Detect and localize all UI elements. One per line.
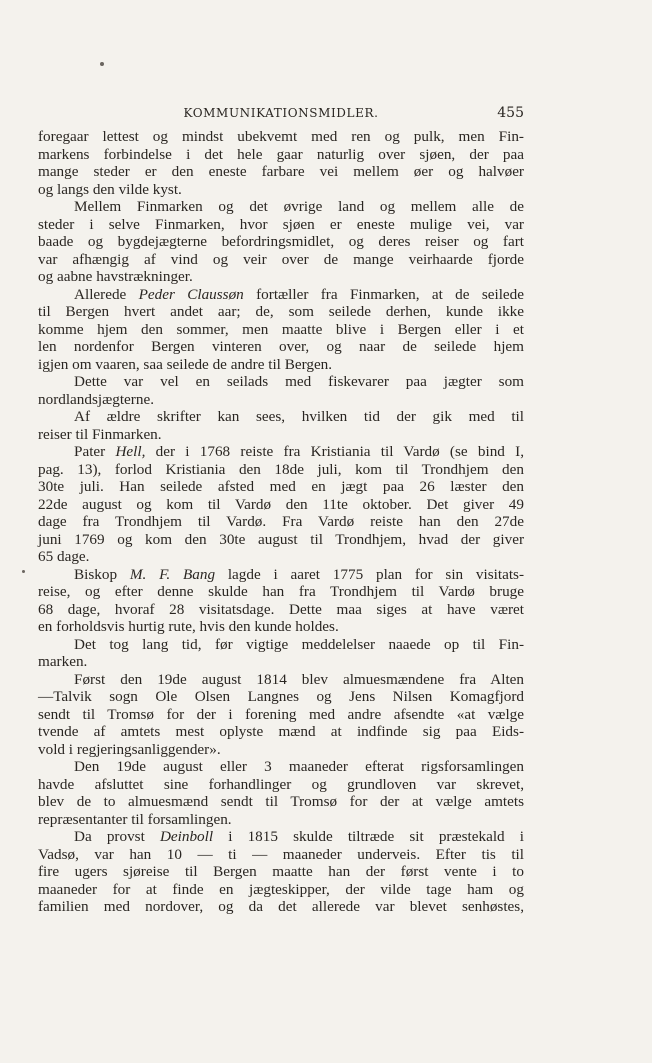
chapter-title: KOMMUNIKATIONSMIDLER. [183,106,379,120]
italic-name: M. F. Bang [129,565,216,583]
text-line [38,566,524,584]
text-line: tvende af amtets mest oplyste mænd at indfinde sig paa Eids- [38,723,524,740]
text-line: juni 1769 og kom den 30te august til Trondhjem, hvad der giver [38,530,524,548]
text-line: var afhængig af vind og veir over de mange veirhaarde fjorde [38,250,524,268]
text-line: til Bergen hvert andet aar; de, som seilede derhen, kunde ikke [38,303,524,320]
text-line: nordlandsjægterne. [38,390,154,408]
text-line: 30te juli. Han seilede afsted med en jægt paa 26 læster den [38,478,524,495]
text-line: pag. 13), forlod Kristiania den 18de juli, kom til Trondhjem den [38,460,524,478]
text-segment: i 1815 skulde tiltræde sit præstekald i [213,828,524,845]
text-line: dage fra Trondhjem til Vardø. Fra Vardø reiste han den 27de [38,513,524,530]
text-line: og aabne havstrækninger. [38,268,193,285]
text-line: Vadsø, var han 10 — ti — maaneder underveis. Efter tis til [38,845,524,863]
text-line: Dette var vel en seilads med fiskevarer paa jægter som [74,373,524,390]
text-line: familien med nordover, og da det allerede var blevet senhøstes, [38,898,524,915]
text-line [38,286,524,304]
text-line: blev de to almuesmænd sendt til Tromsø for der at vælge amtets [38,793,524,810]
text-segment: der i 1768 reiste fra Kristiania til Vardø (se bind I, [145,443,524,460]
text-segment: fortæller fra Finmarken, at de seilede [243,285,525,303]
text-line: steder i selve Finmarken, hvor sjøen er eneste mulige vei, var [38,215,524,233]
text-line: Den 19de august eller 3 maaneder efterat rigsforsamlingen [74,758,524,775]
italic-name: Peder Claussøn [138,285,244,303]
text-line: komme hjem den sommer, men maatte blive i Bergen eller i et [38,320,524,338]
body-text [38,128,524,916]
italic-name: Hell, [115,443,146,460]
text-line: vold i regjeringsanliggender». [38,740,221,758]
text-line: len nordenfor Bergen vinteren over, og naar de seilede hjem [38,338,524,355]
text-line: foregaar lettest og mindst ubekvemt med ren og pulk, men Fin- [38,128,524,145]
text-line: baade og bygdejægterne befordringsmidlet, og deres reiser og fart [38,233,524,250]
text-line: marken. [38,653,88,670]
text-line: og langs den vilde kyst. [38,180,182,198]
italic-name: Deinboll [159,828,214,845]
text-line: Først den 19de august 1814 blev almuesmændene fra Alten [74,670,524,688]
text-line: —Talvik sogn Ole Olsen Langnes og Jens Nilsen Komagfjord [38,688,524,705]
running-header [38,106,524,124]
text-segment: Da provst [74,828,160,845]
text-line: Af ældre skrifter kan sees, hvilken tid der gik med til [74,408,524,425]
text-line: reiser til Finmarken. [38,425,162,443]
margin-mark [22,570,25,573]
text-segment: Allerede [74,285,139,303]
text-line: sendt til Tromsø for der i forening med andre afsendte «at vælge [38,705,524,723]
text-line: havde afsluttet sine forhandlinger og grundloven var skrevet, [38,775,524,793]
text-line: maaneder for at finde en jægteskipper, der vilde tage ham og [38,880,524,898]
text-segment: lagde i aaret 1775 plan for sin visitats- [215,565,525,583]
page-speck [100,62,104,66]
text-line: reise, og efter denne skulde han fra Trondhjem til Vardø bruge [38,583,524,600]
text-line: Mellem Finmarken og det øvrige land og mellem alle de [74,198,524,215]
text-line: mange steder er den eneste farbare vei mellem øer og halvøer [38,163,524,180]
text-line [38,443,524,461]
text-line: en forholdsvis hurtig rute, hvis den kunde holdes. [38,618,339,635]
text-line: 68 dage, hvoraf 28 visitatsdage. Dette maa siges at have været [38,600,524,618]
text-segment: Biskop [74,565,130,583]
text-line: markens forbindelse i det hele gaar naturlig over sjøen, der paa [38,145,524,163]
text-line: fire ugers sjøreise til Bergen maatte han der først vente i to [38,863,524,880]
text-line: 65 dage. [38,548,90,565]
text-line [38,828,524,846]
text-line: igjen om vaaren, saa seilede de andre til Bergen. [38,355,333,373]
page-number: 455 [497,105,524,121]
text-line: 22de august og kom til Vardø den 11te oktober. Det giver 49 [38,495,524,513]
text-line: repræsentanter til forsamlingen. [38,810,232,828]
text-segment: Pater [74,443,116,460]
text-line: Det tog lang tid, før vigtige meddelelser naaede op til Fin- [74,635,524,653]
